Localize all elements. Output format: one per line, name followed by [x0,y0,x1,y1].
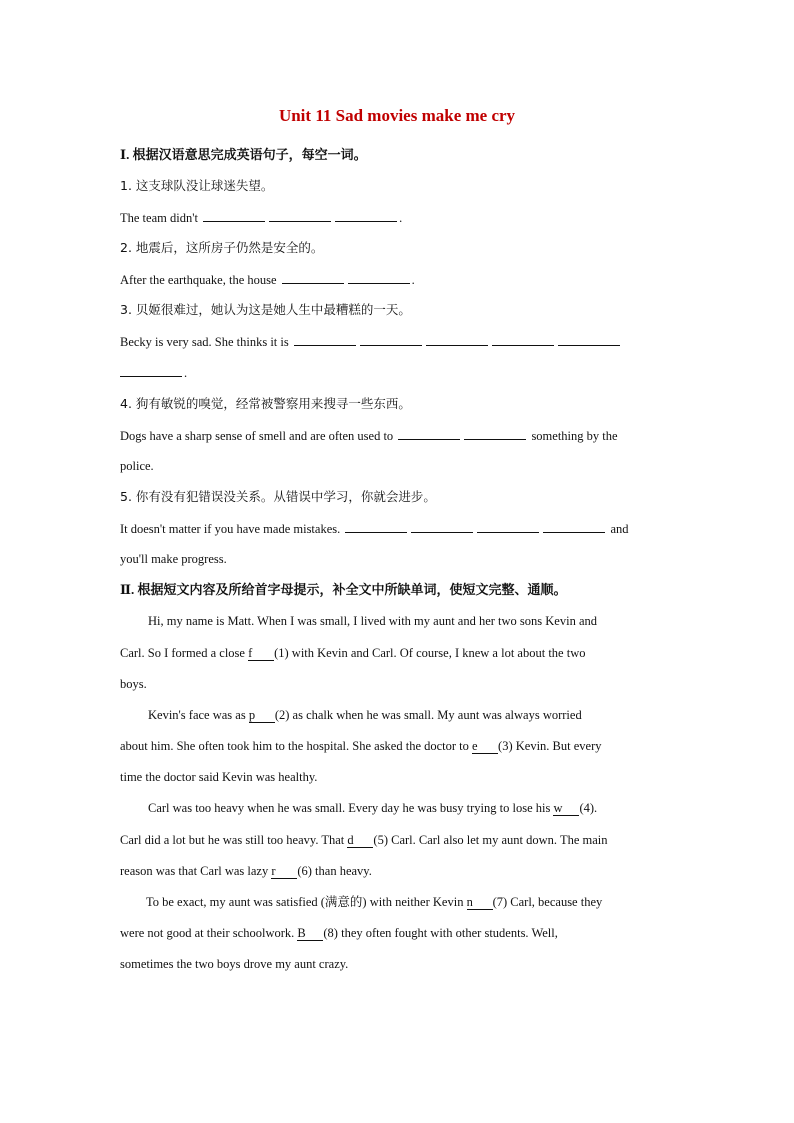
answer-blank-3[interactable]: e [472,740,498,754]
q2-chinese: 2. 地震后，这所房子仍然是安全的。 [120,240,324,255]
section2-heading: Ⅱ. 根据短文内容及所给首字母提示，补全文中所缺单词，使短文完整、通顺。 [120,582,567,597]
q5-english-cont: you'll make progress. [120,552,227,566]
q5-chinese: 5. 你有没有犯错误没关系。从错误中学习，你就会进步。 [120,489,436,504]
passage-text: (1) with Kevin and Carl. Of course, I knew a lot about the two [274,646,586,660]
passage-line: Hi, my name is Matt. When I was small, I lived with my aunt and her two sons Kevin and [148,614,597,628]
q4-text-after: something by the [531,429,618,443]
answer-blank[interactable] [345,520,407,533]
answer-blank[interactable] [558,333,620,346]
passage-line: time the doctor said Kevin was healthy. [120,770,318,784]
q1-english [120,209,680,226]
q3-end: . [184,366,188,380]
page-title: Unit 11 Sad movies make me cry [278,106,516,125]
q5-english [120,520,680,537]
answer-blank-8[interactable]: B [297,927,323,941]
q2-english [120,271,680,288]
passage-text: To be exact, my aunt was satisfied (满意的) with neither Kevin [146,895,467,909]
passage-line [120,894,706,910]
passage-text: (8) they often fought with other students. Well, [323,926,558,940]
q4-english-cont: police. [120,459,154,473]
passage-line [120,707,708,723]
passage-text: reason was that Carl was lazy [120,864,272,878]
answer-blank[interactable] [282,271,344,284]
answer-blank-6[interactable]: r [271,865,297,879]
passage-text: (2) as chalk when he was small. My aunt was always worried [274,708,582,722]
answer-blank[interactable] [348,271,410,284]
passage-line [120,645,680,661]
answer-blank-5[interactable]: d [347,834,373,848]
q4-english [120,427,680,444]
passage-text: Carl did a lot but he was still too heavy. That [120,833,348,847]
answer-blank-1[interactable]: f [248,647,274,661]
passage-line [120,800,708,816]
passage-line: sometimes the two boys drove my aunt crazy. [120,957,349,971]
passage-text: Carl. So I formed a close [120,646,249,660]
answer-blank[interactable] [543,520,605,533]
answer-blank-7[interactable]: n [467,896,493,910]
answer-blank[interactable] [411,520,473,533]
passage-line [120,832,680,848]
q2-text: After the earthquake, the house [120,273,277,287]
passage-text: (7) Carl, because they [492,895,603,909]
passage-text: (6) than heavy. [297,864,372,878]
passage-text: were not good at their schoolwork. [120,926,298,940]
answer-blank[interactable] [335,209,397,222]
answer-blank[interactable] [294,333,356,346]
answer-blank[interactable] [492,333,554,346]
q1-end: . [399,211,403,225]
answer-blank-2[interactable]: p [249,709,275,723]
answer-blank-4[interactable]: w [553,802,579,816]
q3-text: Becky is very sad. She thinks it is [120,335,289,349]
answer-blank[interactable] [477,520,539,533]
answer-blank[interactable] [120,364,182,377]
passage-line: boys. [120,677,147,691]
passage-line [120,925,680,941]
q3-english [120,333,680,350]
q5-text-after: and [610,522,629,536]
answer-blank[interactable] [398,427,460,440]
passage-text: Carl was too heavy when he was small. Every day he was busy trying to lose his [148,801,554,815]
q1-chinese: 1. 这支球队没让球迷失望。 [120,178,274,193]
q1-text: The team didn't [120,211,198,225]
answer-blank[interactable] [203,209,265,222]
passage-text: (5) Carl. Carl also let my aunt down. The main [373,833,608,847]
section1-heading: Ⅰ. 根据汉语意思完成英语句子，每空一词。 [120,147,367,162]
answer-blank[interactable] [360,333,422,346]
q2-end: . [411,273,415,287]
passage-text: about him. She often took him to the hospital. She asked the doctor to [120,739,473,753]
passage-text: (3) Kevin. But every [498,739,602,753]
answer-blank[interactable] [269,209,331,222]
passage-line [120,863,680,879]
q3-chinese: 3. 贝姬很难过，她认为这是她人生中最糟糕的一天。 [120,302,411,317]
q4-text: Dogs have a sharp sense of smell and are often used to [120,429,394,443]
answer-blank[interactable] [464,427,526,440]
answer-blank[interactable] [426,333,488,346]
passage-text: Kevin's face was as [148,708,249,722]
q3-english-cont [120,364,680,381]
q5-text: It doesn't matter if you have made mistakes. [120,522,341,536]
passage-text: (4). [579,801,598,815]
passage-line [120,738,680,754]
q4-chinese: 4. 狗有敏锐的嗅觉，经常被警察用来搜寻一些东西。 [120,396,411,411]
